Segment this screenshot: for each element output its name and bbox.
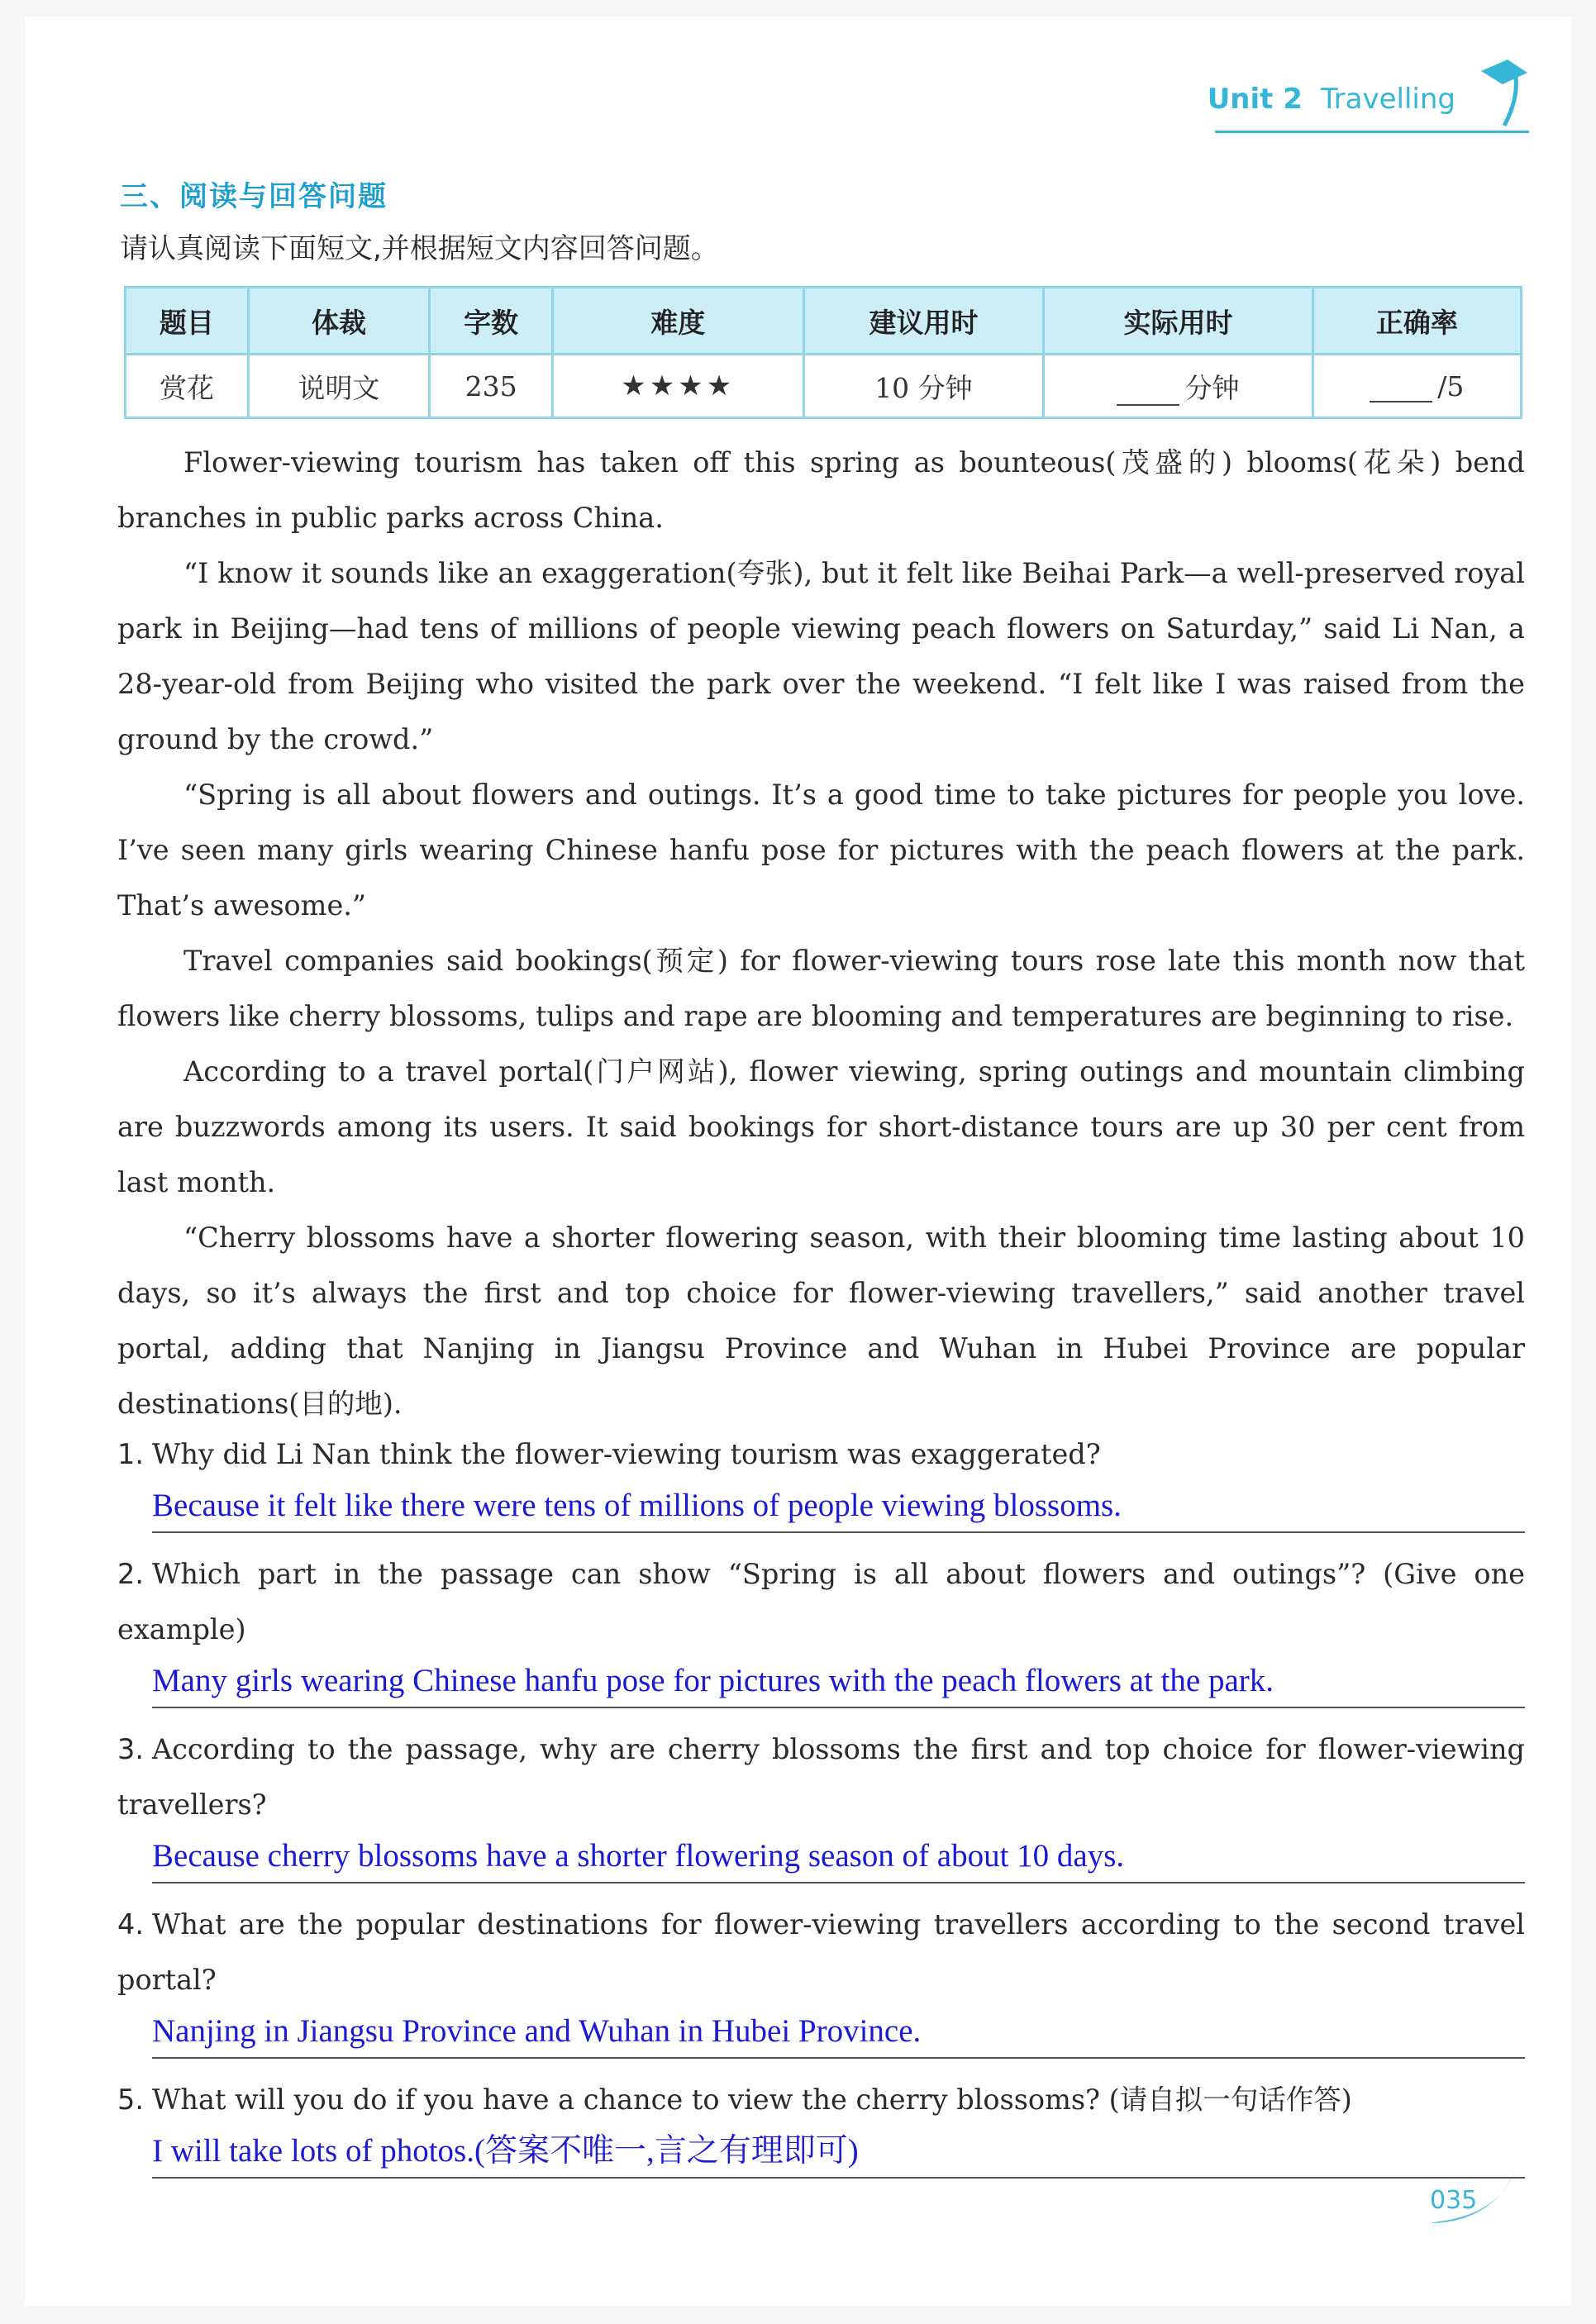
header-suggested-time: 建议用时 [803,288,1044,355]
passage-paragraph: Flower-viewing tourism has taken off this spring as bounteous(茂盛的) blooms(花朵) bend branches in public parks across China. [117,446,1525,534]
question-text: 4. What are the popular destinations for flower-viewing travellers according to the second travel portal? [117,1908,1525,1996]
question-text: 5. What will you do if you have a chance to view the cherry blossoms? (请自拟一句话作答) [117,2084,1352,2116]
actual-time-unit: 分钟 [1184,371,1240,404]
header-rule [1215,131,1529,133]
cell-topic: 赏花 [126,355,249,418]
accuracy-blank[interactable] [1370,376,1432,402]
header-topic: 题目 [126,288,249,355]
unit-title: Travelling [1320,83,1455,116]
cell-actual-time[interactable] [1044,355,1313,418]
passage-paragraph: “Cherry blossoms have a shorter flowering season, with their blooming time lasting about 10 days, so it’s always the first and top choice for flower-viewing travellers,” said another travel portal, adding that Nanjing in Jiangsu Province and Wuhan in Hubei Province are popular destinations(目的地). [117,1222,1525,1420]
cell-words: 235 [430,355,553,418]
page-header [1208,83,1455,116]
question-text: 1. Why did Li Nan think the flower-viewing tourism was exaggerated? [117,1438,1101,1470]
question-item [117,1426,1525,1533]
table-row [126,355,1522,418]
instruction-text: 请认真阅读下面短文,并根据短文内容回答问题。 [120,232,719,265]
question-item [117,1722,1525,1883]
worksheet-page [25,17,1571,2306]
table-header-row [126,288,1522,355]
reading-info-table [124,286,1522,419]
header-genre: 体裁 [248,288,430,355]
cell-genre: 说明文 [248,355,430,418]
header-difficulty: 难度 [552,288,803,355]
answer-line[interactable]: I will take lots of photos.(答案不唯一,言之有理即可) [152,2127,1525,2179]
reading-passage [117,435,1525,1431]
passage-paragraph: Travel companies said bookings(预定) for flower-viewing tours rose late this month now that flowers like cherry blossoms, tulips and rape are blooming and temperatures are beginning to rise. [117,945,1525,1032]
cell-accuracy[interactable] [1313,355,1521,418]
unit-label: Unit 2 [1207,83,1303,116]
accuracy-denominator: /5 [1437,369,1465,402]
header-actual-time: 实际用时 [1044,288,1313,355]
passage-paragraph: According to a travel portal(门户网站), flower viewing, spring outings and mountain climbing are buzzwords among its users. It said bookings for short-distance tours are up 30 per cent from last month. [117,1055,1525,1198]
actual-time-blank[interactable] [1117,379,1179,406]
cell-suggested-time: 10 分钟 [803,355,1044,418]
graduation-cap-icon [1479,56,1529,131]
passage-paragraph: “Spring is all about flowers and outings. It’s a good time to take pictures for people you love. I’ve seen many girls wearing Chinese hanfu pose for pictures with the peach flowers at the park. That’s awesome.” [117,779,1525,922]
header-accuracy: 正确率 [1313,288,1521,355]
section-title: 三、阅读与回答问题 [120,180,388,213]
header-words: 字数 [430,288,553,355]
question-item [117,1897,1525,2059]
page-number: 035 [1430,2186,1478,2215]
question-text: 2. Which part in the passage can show “Spring is all about flowers and outings”? (Give one example) [117,1558,1525,1645]
passage-paragraph: “I know it sounds like an exaggeration(夸张), but it felt like Beihai Park—a well-preserved royal park in Beijing—had tens of millions of people viewing peach flowers on Saturday,” said Li Nan, a 28-year-old from Beijing who visited the park over the weekend. “I felt like I was raised from the ground by the crowd.” [117,557,1525,755]
answer-line[interactable]: Because cherry blossoms have a shorter flowering season of about 10 days. [152,1832,1525,1883]
answer-line[interactable]: Nanjing in Jiangsu Province and Wuhan in Hubei Province. [152,2007,1525,2059]
answer-line[interactable]: Many girls wearing Chinese hanfu pose for pictures with the peach flowers at the park. [152,1657,1525,1708]
cell-difficulty-stars: ★★★★ [552,355,803,418]
question-item [117,1546,1525,1708]
answer-line[interactable]: Because it felt like there were tens of millions of people viewing blossoms. [152,1482,1525,1533]
question-item [117,2072,1525,2179]
question-list [117,1426,1525,2192]
question-text: 3. According to the passage, why are cherry blossoms the first and top choice for flower-viewing travellers? [117,1733,1525,1821]
